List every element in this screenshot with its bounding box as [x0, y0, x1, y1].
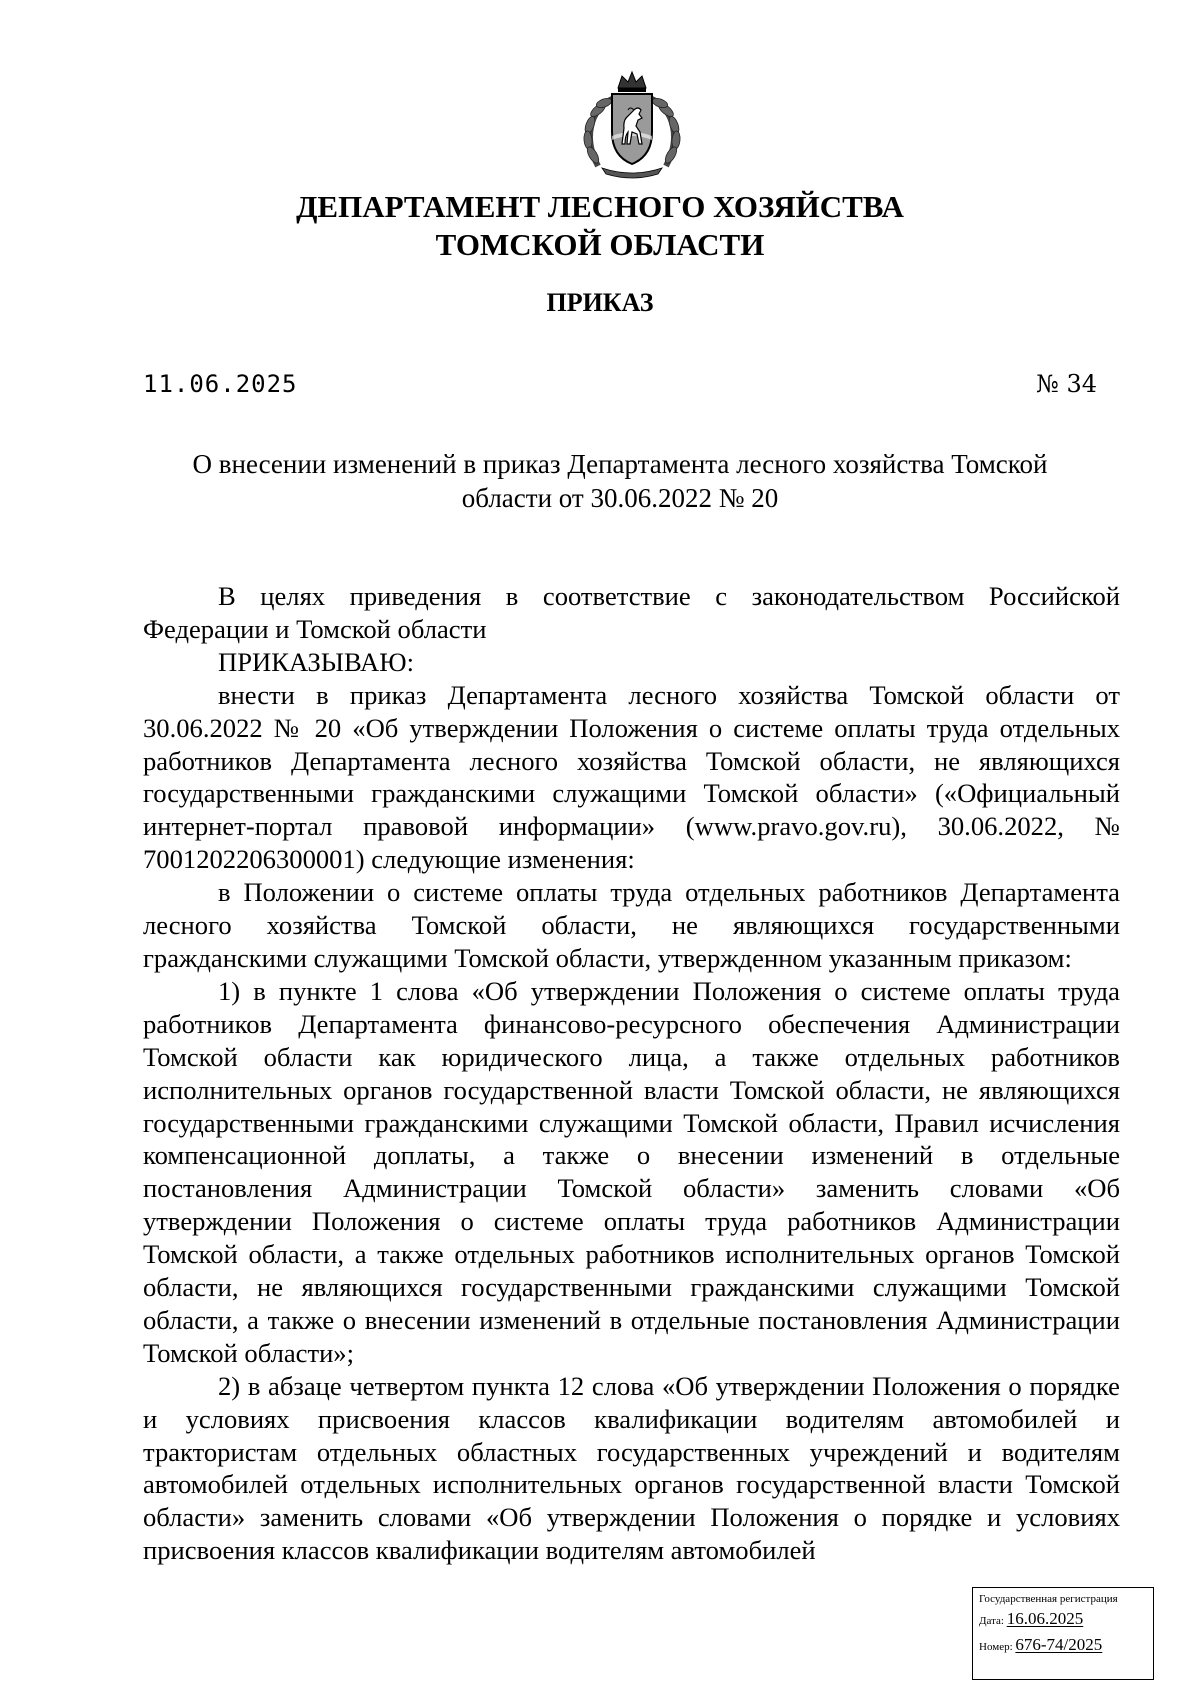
- organization-title: [0, 188, 1200, 264]
- body-paragraph-order: ПРИКАЗЫВАЮ:: [218, 646, 414, 677]
- registration-stamp: [972, 1587, 1154, 1680]
- registration-number-value: 676-74/2025: [1015, 1635, 1103, 1654]
- body-paragraph-item-2: 2) в абзаце четвертом пункта 12 слова «Об утверждении Положения о порядке и условиях присвоения классов квалификации водителям автомобилей и трактористам отдельных областных государственных учреждений и водителям автомобилей отдельных исполнительных органов государственной власти Томской области» заменить словами «Об утверждении Положения о порядке и условиях присвоения классов квалификации водителям автомобилей: [143, 1370, 1120, 1566]
- order-number: № 34: [1036, 370, 1097, 398]
- order-subject: [140, 447, 1100, 515]
- body-paragraph-purpose: В целях приведения в соответствие с законодательством Российской Федерации и Томской области: [143, 581, 1120, 644]
- registration-number-label: Номер:: [979, 1641, 1013, 1653]
- order-date: 11.06.2025: [143, 370, 298, 398]
- registration-title: Государственная регистрация: [979, 1593, 1118, 1605]
- registration-date-label: Дата:: [979, 1615, 1004, 1627]
- registration-number-row: [979, 1635, 1153, 1654]
- body-paragraph-amend: внести в приказ Департамента лесного хозяйства Томской области от 30.06.2022 № 20 «Об утверждении Положения о системе оплаты труда отдельных работников Департамента лесного хозяйства Томской области, не являющихся государственными гражданскими служащими Томской области» («Официальный интернет-портал правовой информации» (www.pravo.gov.ru), 30.06.2022, № 7001202206300001) следующие изменения:: [143, 679, 1120, 875]
- body-paragraph-item-1: 1) в пункте 1 слова «Об утверждении Положения о системе оплаты труда работников Департамента финансово-ресурсного обеспечения Администрации Томской области как юридического лица, а также отдельных работников исполнительных органов государственной власти Томской области, не являющихся государственными гражданскими служащими Томской области, Правил исчисления компенсационной доплаты, а также о внесении изменений в отдельные постановления Администрации Томской области» заменить словами «Об утверждении Положения о системе оплаты труда работников Администрации Томской области, а также отдельных работников исполнительных органов Томской области, не являющихся государственными гражданскими служащими Томской области, а также о внесении изменений в отдельные постановления Администрации Томской области»;: [143, 975, 1120, 1368]
- tomsk-coat-of-arms-icon: [568, 70, 696, 180]
- registration-date-value: 16.06.2025: [1006, 1609, 1084, 1628]
- order-subject-line1: О внесении изменений в приказ Департамента лесного хозяйства Томской: [192, 449, 1048, 479]
- order-subject-line2: области от 30.06.2022 № 20: [461, 483, 779, 513]
- document-type: ПРИКАЗ: [546, 288, 654, 317]
- organization-title-line2: ТОМСКОЙ ОБЛАСТИ: [435, 227, 765, 262]
- body-paragraph-regulation: в Положении о системе оплаты труда отдельных работников Департамента лесного хозяйства Томской области, не являющихся государственными гражданскими служащими Томской области, утвержденном указанным приказом:: [143, 877, 1120, 973]
- organization-title-line1: ДЕПАРТАМЕНТ ЛЕСНОГО ХОЗЯЙСТВА: [296, 189, 904, 224]
- order-body: [143, 580, 1120, 1567]
- registration-date-row: [979, 1609, 1153, 1628]
